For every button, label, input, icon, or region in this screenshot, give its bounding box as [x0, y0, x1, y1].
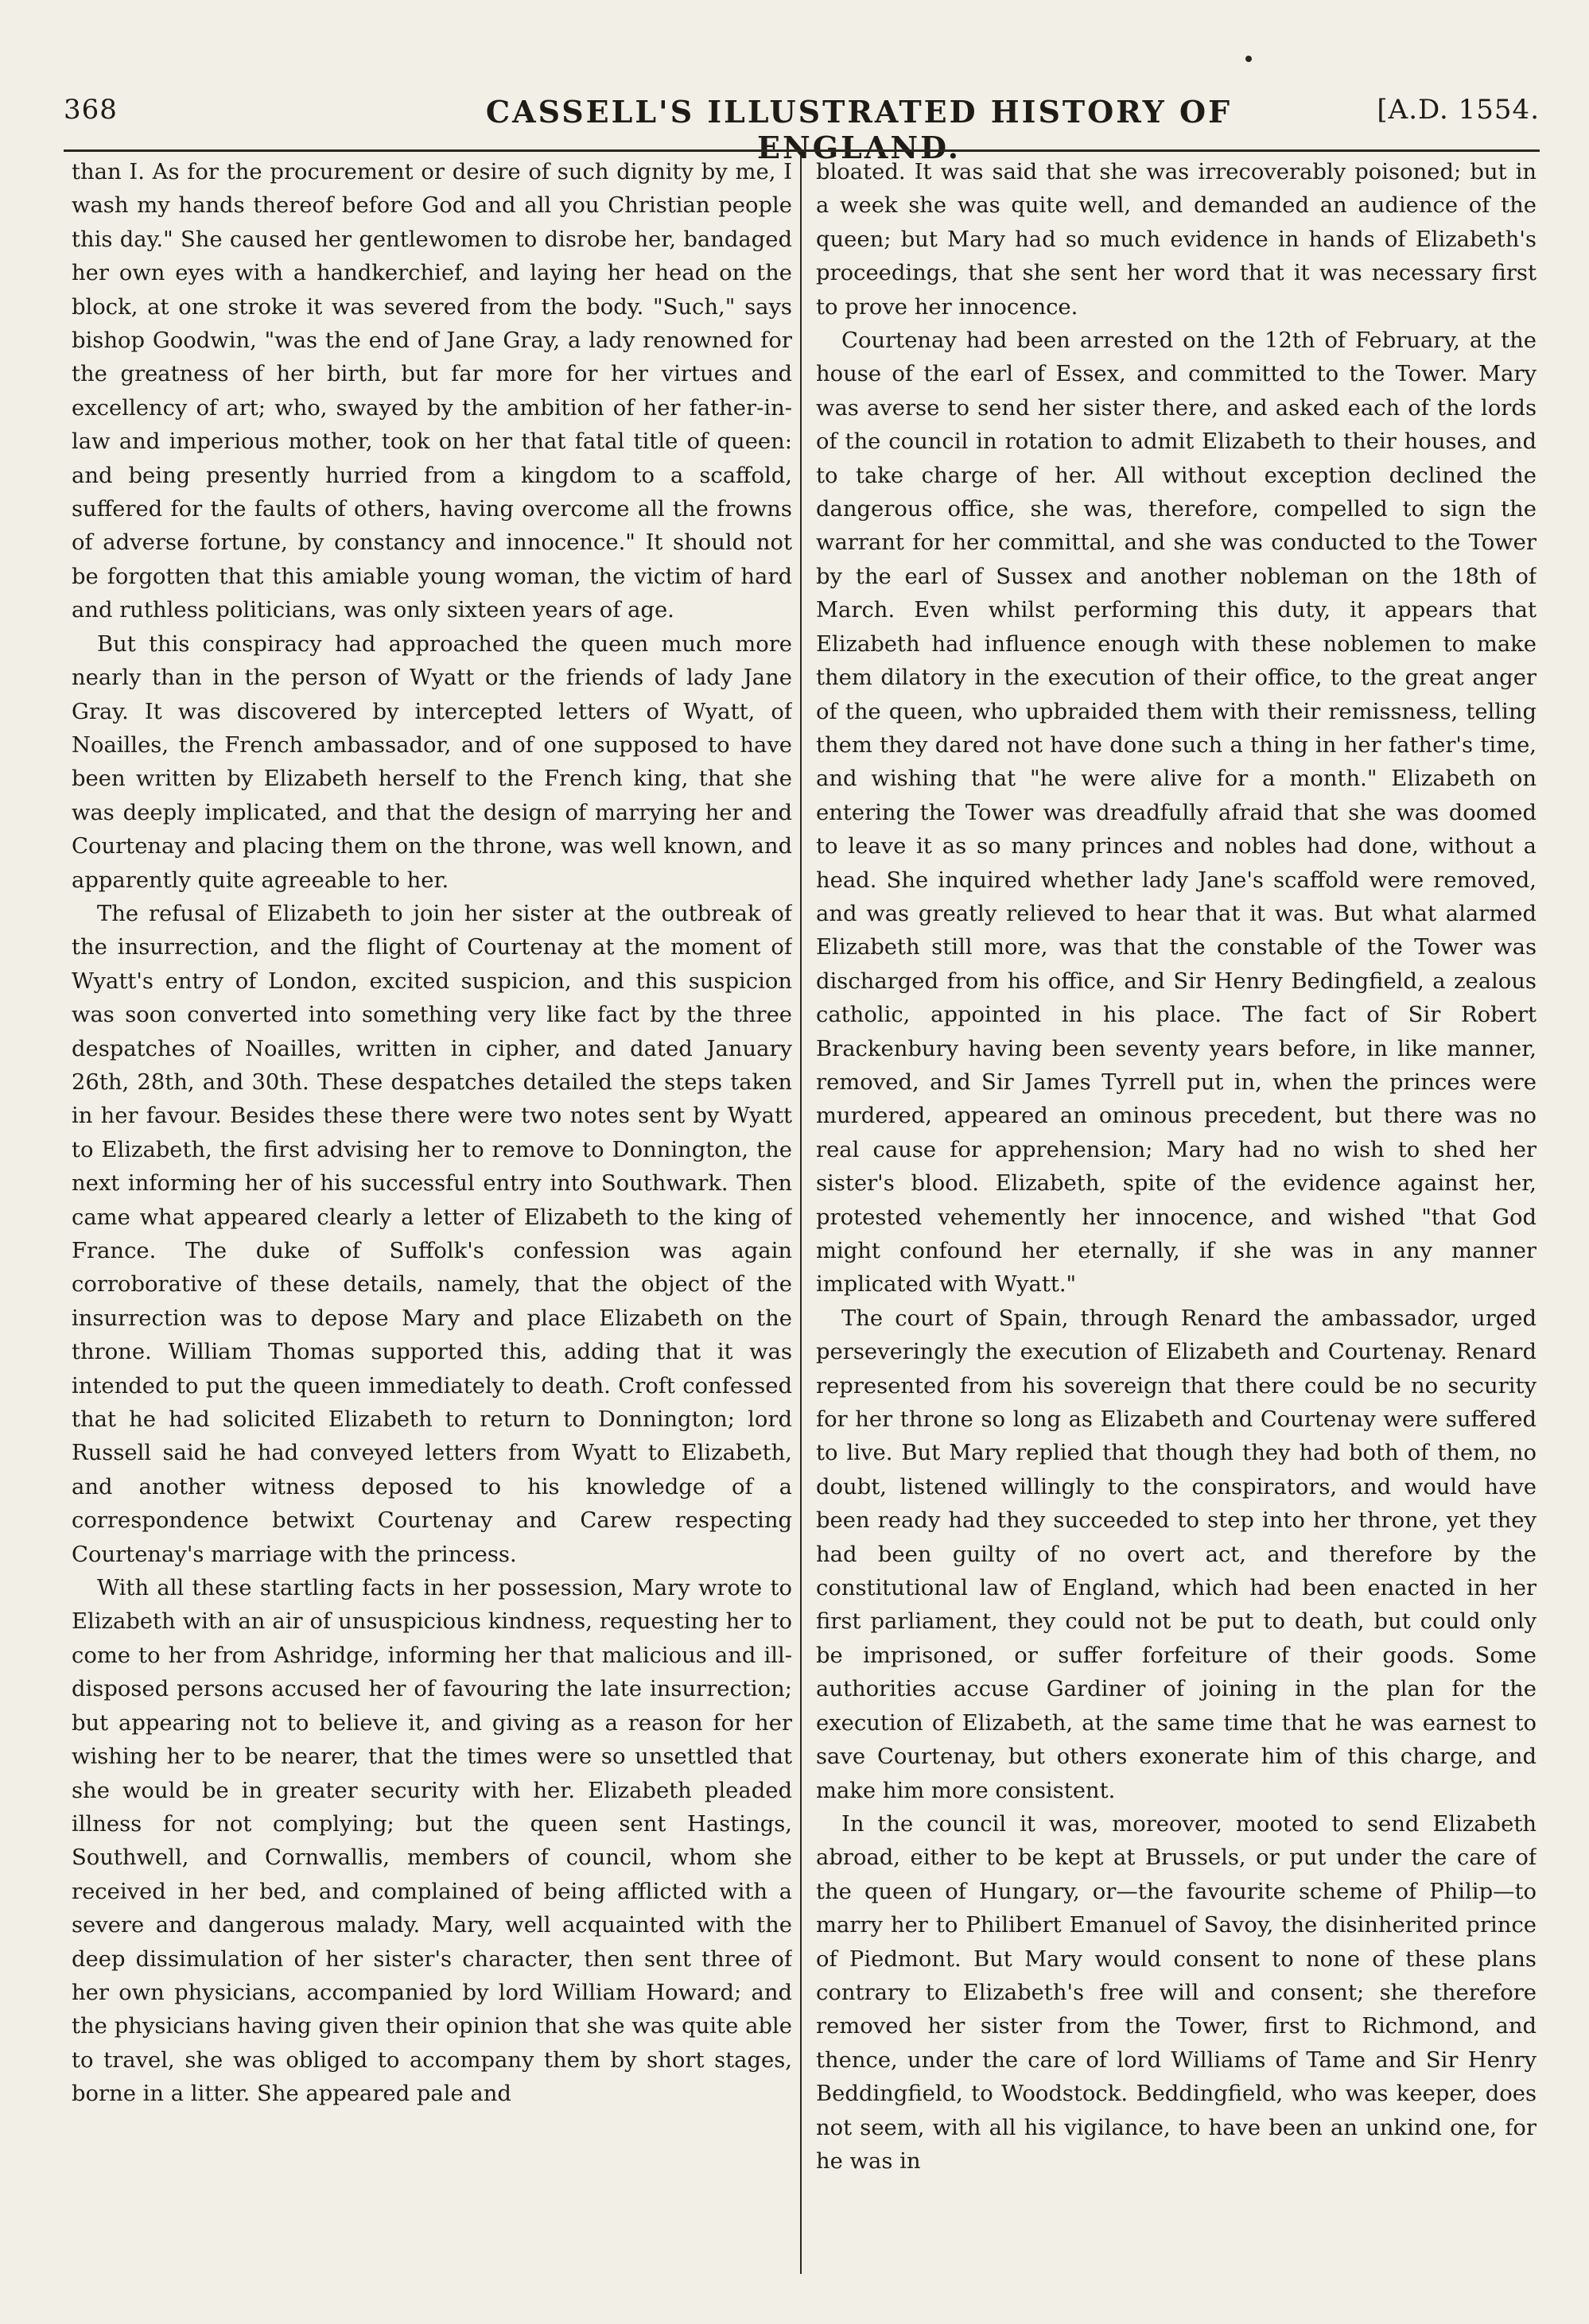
paragraph: The refusal of Elizabeth to join her sister at the outbreak of the insurrection, and the flight of Courtenay at the moment of Wyatt's entry of London, excited suspicion, and this suspicion was soon converted into something very like fact by the three despatches of Noailles, written in cipher, and dated January 26th, 28th, and 30th. These despatches detailed the steps taken in her favour. Besides these there were two notes sent by Wyatt to Elizabeth, the first advising her to remove to Donnington, the next informing her of his successful entry into Southwark. Then came what appeared clearly a letter of Elizabeth to the king of France. The duke of Suffolk's confession was again corroborative of these details, namely, that the object of the insurrection was to depose Mary and place Elizabeth on the throne. William Thomas supported this, adding that it was intended to put the queen immediately to death. Croft confessed that he had solicited Elizabeth to return to Donnington; lord Russell said he had conveyed letters from Wyatt to Elizabeth, and another witness deposed to his knowledge of a correspondence betwixt Courtenay and Carew respecting Courtenay's marriage with the princess. [72, 901, 792, 1567]
page-number: 368 [64, 94, 118, 126]
paragraph: bloated. It was said that she was irrecoverably poisoned; but in a week she was quite well, and demanded an audience of the queen; but Mary had so much evidence in hands of Elizabeth's proceedings, that she sent her word that it was necessary first to prove her innocence. [816, 160, 1537, 320]
left-column [72, 156, 792, 2287]
paragraph: In the council it was, moreover, mooted to send Elizabeth abroad, either to be kept at Brussels, or put under the care of the queen of Hungary, or—the favourite scheme of Philip—to marry her to Philibert Emanuel of Savoy, the disinherited prince of Piedmont. But Mary would consent to none of these plans contrary to Elizabeth's free will and consent; she therefore removed her sister from the Tower, first to Richmond, and thence, under the care of lord Williams of Tame and Sir Henry Beddingfield, to Woodstock. Beddingfield, who was keeper, does not seem, with all his vigilance, to have been an unkind one, for he was in [816, 1811, 1537, 2174]
header-rule [64, 149, 1540, 152]
date-mark: [A.D. 1554. [1377, 94, 1540, 126]
paragraph: But this conspiracy had approached the queen much more nearly than in the person of Wyatt or the friends of lady Jane Gray. It was discovered by intercepted letters of Wyatt, of Noailles, the French ambassador, and of one supposed to have been written by Elizabeth herself to the French king, that she was deeply implicated, and that the design of marrying her and Courtenay and placing them on the throne, was well known, and apparently quite agreeable to her. [72, 631, 792, 893]
paragraph: The court of Spain, through Renard the ambassador, urged perseveringly the execution of Elizabeth and Courtenay. Renard represented from his sovereign that there could be no security for her throne so long as Elizabeth and Courtenay were suffered to live. But Mary replied that though they had both of them, no doubt, listened willingly to the conspirators, and would have been ready had they succeeded to step into her throne, yet they had been guilty of no overt act, and therefore by the constitutional law of England, which had been enacted in her first parliament, they could not be put to death, but could only be imprisoned, or suffer forfeiture of their goods. Some authorities accuse Gardiner of joining in the plan for the execution of Elizabeth, at the same time that he was earnest to save Courtenay, but others exonerate him of this charge, and make him more consistent. [816, 1306, 1537, 1803]
right-column [816, 156, 1537, 2287]
printer-mark [1245, 56, 1252, 62]
column-divider [800, 156, 802, 2274]
paragraph: Courtenay had been arrested on the 12th of February, at the house of the earl of Essex, and committed to the Tower. Mary was averse to send her sister there, and asked each of the lords of the council in rotation to admit Elizabeth to their houses, and to take charge of her. All without exception declined the dangerous office, she was, therefore, compelled to sign the warrant for her committal, and she was conducted to the Tower by the earl of Sussex and another nobleman on the 18th of March. Even whilst performing this duty, it appears that Elizabeth had influence enough with these noblemen to make them dilatory in the execution of their office, to the great anger of the queen, who upbraided them with their remissness, telling them they dared not have done such a thing in her father's time, and wishing that "he were alive for a month." Elizabeth on entering the Tower was dreadfully afraid that she was doomed to leave it as so many princes and nobles had done, without a head. She inquired whether lady Jane's scaffold were removed, and was greatly relieved to hear that it was. But what alarmed Elizabeth still more, was that the constable of the Tower was discharged from his office, and Sir Henry Bedingfield, a zealous catholic, appointed in his place. The fact of Sir Robert Brackenbury having been seventy years before, in like manner, removed, and Sir James Tyrrell put in, when the princes were murdered, appeared an ominous precedent, but there was no real cause for apprehension; Mary had no wish to shed her sister's blood. Elizabeth, spite of the evidence against her, protested vehemently her innocence, and wished "that God might confound her eternally, if she was in any manner implicated with Wyatt." [816, 328, 1537, 1298]
running-title: CASSELL'S ILLUSTRATED HISTORY OF ENGLAND. [485, 94, 1233, 165]
paragraph: With all these startling facts in her possession, Mary wrote to Elizabeth with an air of unsuspicious kindness, requesting her to come to her from Ashridge, informing her that malicious and ill-disposed persons accused her of favouring the late insurrection; but appearing not to believe it, and giving as a reason for her wishing her to be nearer, that the times were so unsettled that she would be in greater security with her. Elizabeth pleaded illness for not complying; but the queen sent Hastings, Southwell, and Cornwallis, members of council, whom she received in her bed, and complained of being afflicted with a severe and dangerous malady. Mary, well acquainted with the deep dissimulation of her sister's character, then sent three of her own physicians, accompanied by lord William Howard; and the physicians having given their opinion that she was quite able to travel, she was obliged to accompany them by short stages, borne in a litter. She appeared pale and [72, 1576, 792, 2107]
page-header [64, 94, 1540, 165]
paragraph: than I. As for the procurement or desire of such dignity by me, I wash my hands thereof before God and all you Christian people this day." She caused her gentlewomen to disrobe her, bandaged her own eyes with a handkerchief, and laying her head on the block, at one stroke it was severed from the body. "Such," says bishop Goodwin, "was the end of Jane Gray, a lady renowned for the greatness of her birth, but far more for her virtues and excellency of art; who, swayed by the ambition of her father-in-law and imperious mother, took on her that fatal title of queen: and being presently hurried from a kingdom to a scaffold, suffered for the faults of others, having overcome all the frowns of adverse fortune, by constancy and innocence." It should not be forgotten that this amiable young woman, the victim of hard and ruthless politicians, was only sixteen years of age. [72, 160, 792, 623]
